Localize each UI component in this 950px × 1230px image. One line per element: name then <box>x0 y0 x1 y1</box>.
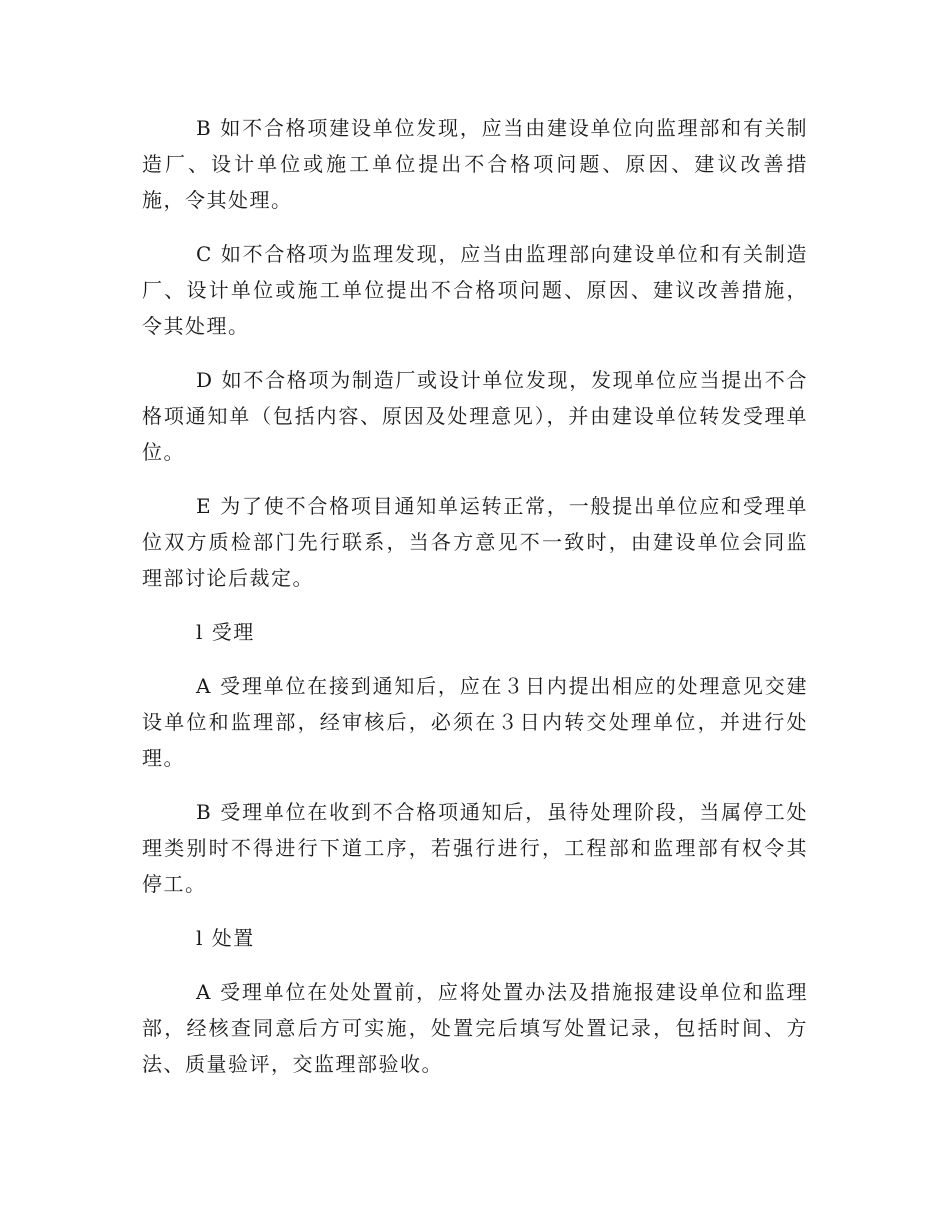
section-heading-disposal: l 处置 <box>196 926 255 950</box>
paragraph-b-acceptance: B 受理单位在收到不合格项通知后，虽待处理阶段，当属停工处理类别时不得进行下道工序，若强行进行，工程部和监理部有权令其停工。 <box>142 800 808 896</box>
paragraph-d-manufacturer-found: D 如不合格项为制造厂或设计单位发现，发现单位应当提出不合格项通知单（包括内容、原因及处理意见），并由建设单位转发受理单位。 <box>142 368 808 464</box>
paragraph-b-owner-found: B 如不合格项建设单位发现，应当由建设单位向监理部和有关制造厂、设计单位或施工单位提出不合格项问题、原因、建议改善措施，令其处理。 <box>142 116 808 212</box>
paragraph-e-notice-coordination: E 为了使不合格项目通知单运转正常，一般提出单位应和受理单位双方质检部门先行联系，当各方意见不一致时，由建设单位会同监理部讨论后裁定。 <box>142 494 808 590</box>
section-heading-acceptance: l 受理 <box>196 620 255 644</box>
paragraph-c-supervisor-found: C 如不合格项为监理发现，应当由监理部向建设单位和有关制造厂、设计单位或施工单位提出不合格项问题、原因、建议改善措施，令其处理。 <box>142 242 808 338</box>
document-body <box>142 110 808 1100</box>
paragraph-a-acceptance: A 受理单位在接到通知后，应在３日内提出相应的处理意见交建设单位和监理部，经审核后，必须在３日内转交处理单位，并进行处理。 <box>142 674 808 770</box>
paragraph-a-disposal: A 受理单位在处处置前，应将处置办法及措施报建设单位和监理部，经核查同意后方可实施，处置完后填写处置记录，包括时间、方法、质量验评，交监理部验收。 <box>142 980 808 1076</box>
